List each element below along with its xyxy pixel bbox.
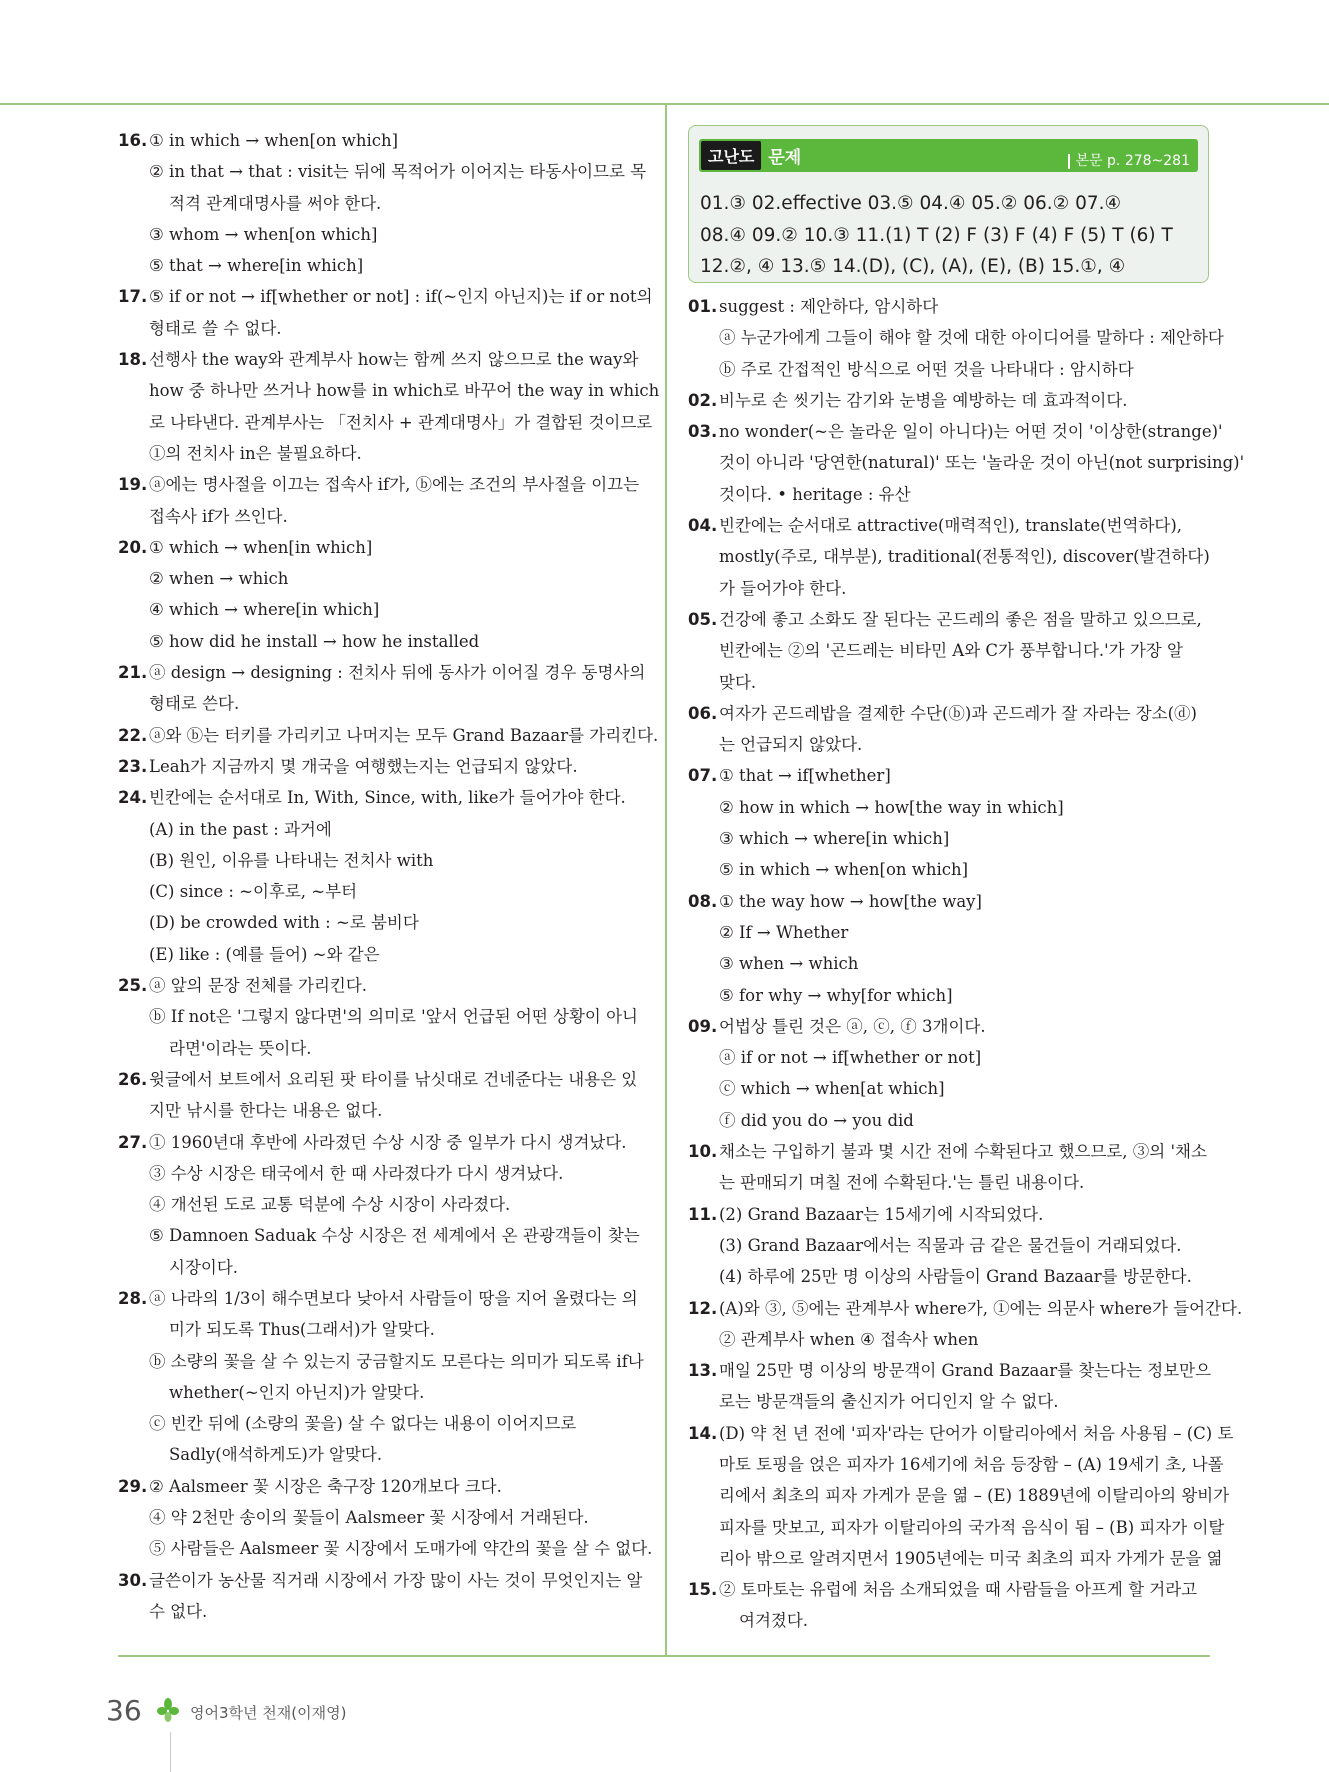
explanation-item [688,416,1245,510]
explanation-body [149,751,643,782]
question-number: 12. [688,1298,718,1318]
explanation-line: ⓐ if or not → if[whether or not] [719,1048,982,1068]
explanation-line: 미가 되도록 Thus(그래서)가 알맞다. [169,1320,435,1340]
explanation-item [688,291,1224,385]
question-number: 22. [118,725,148,745]
explanation-line: ⓐ design → designing : 전치사 뒤에 동사가 이어질 경우 동명사의 [149,663,646,683]
question-number: 17. [118,287,148,307]
explanation-body [719,291,1224,385]
explanation-line: 라면'이라는 뜻이다. [169,1038,312,1058]
explanation-line: suggest : 제안하다, 암시하다 [719,297,939,316]
page-reference: 본문 p. 278~281 [1068,154,1190,169]
question-number: 14. [688,1423,718,1443]
bottom-rule [118,1655,1210,1657]
explanation-line: no wonder(~은 놀라운 일이 아니다)는 어떤 것이 '이상한(strange)' [719,422,1223,442]
difficulty-badge: 고난도 [701,141,761,170]
explanation-line: ② Aalsmeer 꽃 시장은 축구장 120개보다 크다. [149,1476,502,1496]
explanation-line: 리아 밖으로 알려지면서 1905년에는 미국 최초의 피자 가게가 문을 엶 [719,1548,1223,1568]
explanation-line: ⓒ which → when[at which] [719,1079,945,1099]
explanation-item [688,1011,1212,1136]
explanation-item [118,1565,643,1628]
explanation-line: 리에서 최초의 피자 가게가 문을 엶 – (E) 1889년에 이탈리아의 왕비가 [719,1486,1230,1506]
question-number: 10. [688,1142,718,1162]
explanation-item [118,1127,643,1283]
explanation-line: 글쓴이가 농산물 직거래 시장에서 가장 많이 사는 것이 무엇인지는 알 [149,1570,643,1590]
explanation-line: 수 없다. [149,1601,208,1621]
right-column [688,125,1245,1637]
explanation-item [118,782,643,970]
question-number: 01. [688,297,718,316]
explanation-line: ⑤ how did he install → how he installed [149,631,480,651]
explanation-item [688,1355,1212,1418]
explanation-body [149,657,646,720]
explanation-line: ② If → Whether [719,922,849,942]
book-title: 영어3학년 천재(이재영) [190,1704,347,1722]
explanation-body [149,281,653,344]
explanation-body [149,970,643,1064]
explanation-body [719,1136,1212,1199]
explanation-item [118,720,659,751]
explanation-line: 형태로 쓸 수 없다. [149,318,282,338]
explanation-body [719,698,1212,761]
explanation-line: mostly(주로, 대부분), traditional(전통적인), discover(발견하다) [719,547,1210,567]
explanation-line: ② 토마토는 유럽에 처음 소개되었을 때 사람들을 아프게 할 거라고 [719,1580,1198,1600]
question-number: 20. [118,537,148,557]
explanation-item [688,385,1212,416]
explanation-line: 맞다. [719,672,757,692]
explanation-line: 것이다. • heritage : 유산 [719,484,911,504]
explanation-body [149,1565,643,1628]
explanation-line: ⑤ in which → when[on which] [719,860,969,880]
question-number: 29. [118,1476,148,1496]
explanation-body [149,469,643,532]
explanation-line: 가 들어가야 한다. [719,578,847,598]
explanation-item [118,125,647,281]
explanation-line: 로는 방문객들의 출신지가 어디인지 알 수 없다. [719,1392,1059,1412]
explanation-item [688,760,1212,885]
explanation-line: 건강에 좋고 소화도 잘 된다는 곤드레의 좋은 점을 말하고 있으므로, [719,609,1202,629]
explanation-line: ① in which → when[on which] [149,131,399,150]
explanation-line: ② how in which → how[the way in which] [719,797,1064,817]
explanation-line: 로 나타낸다. 관계부사는 「전치사 + 관계대명사」가 결합된 것이므로 [149,412,653,432]
explanation-line: 적격 관계대명사를 써야 한다. [169,193,382,213]
explanation-item [688,1418,1234,1574]
explanation-item [118,751,643,782]
explanation-item [118,344,660,469]
explanation-line: (D) be crowded with : ~로 붐비다 [149,913,419,933]
explanation-line: 시장이다. [169,1257,239,1277]
question-number: 27. [118,1132,148,1152]
explanation-body [149,1283,643,1471]
question-number: 03. [688,422,718,442]
explanation-line: 지만 낚시를 한다는 내용은 없다. [149,1101,383,1121]
explanation-line: ①의 전치사 in은 불필요하다. [149,443,362,463]
explanation-line: ③ which → where[in which] [719,829,950,849]
explanation-item [118,1283,643,1471]
explanation-line: (A)와 ③, ⑤에는 관계부사 where가, ①에는 의문사 where가 들어간다. [719,1298,1243,1318]
explanation-line: ② 관계부사 when ④ 접속사 when [719,1329,979,1349]
explanation-line: (3) Grand Bazaar에서는 직물과 금 같은 물건들이 거래되었다. [719,1235,1182,1255]
explanation-line: ⓑ If not은 '그렇지 않다면'의 의미로 '앞서 언급된 어떤 상황이 아니 [149,1007,638,1027]
explanation-line: ② in that → that : visit는 뒤에 목적어가 이어지는 타동사이므로 목 [149,162,647,182]
explanation-line: (B) 원인, 이유를 나타내는 전치사 with [149,850,434,870]
explanation-line: 접속사 if가 쓰인다. [149,506,288,526]
question-number: 09. [688,1016,718,1036]
explanation-body [719,1293,1243,1356]
explanation-line: ⓑ 소량의 꽃을 살 수 있는지 궁금할지도 모른다는 의미가 되도록 if나 [149,1351,644,1371]
explanation-line: ② when → which [149,569,289,589]
explanation-item [118,1471,653,1565]
explanation-line: 윗글에서 보트에서 요리된 팟 타이를 낚싯대로 건네준다는 내용은 있 [149,1069,638,1089]
explanation-body [149,782,643,970]
explanation-line: 빈칸에는 순서대로 attractive(매력적인), translate(번역하다), [719,516,1183,536]
question-number: 02. [688,390,718,410]
answer-line: 08.④ 09.② 10.③ 11.(1) T (2) F (3) F (4) F (5) T (6) T [700,224,1173,246]
explanation-line: ③ whom → when[on which] [149,224,378,244]
explanation-line: 마토 토핑을 얹은 피자가 16세기에 처음 등장함 – (A) 19세기 초, 나폴 [719,1454,1224,1474]
explanation-line: 채소는 구입하기 불과 몇 시간 전에 수확된다고 했으므로, ③의 '채소 [719,1142,1207,1162]
explanation-line: ③ 수상 시장은 태국에서 한 때 사라졌다가 다시 생겨났다. [149,1163,564,1183]
explanation-item [688,886,1212,1011]
explanation-item [688,1199,1212,1293]
explanation-line: whether(~인지 아닌지)가 알맞다. [169,1382,425,1402]
explanation-line: ① that → if[whether] [719,766,891,786]
explanation-line: ⓐ에는 명사절을 이끄는 접속사 if가, ⓑ에는 조건의 부사절을 이끄는 [149,475,640,495]
explanation-body [149,125,647,281]
explanation-line: (E) like : (예를 들어) ~와 같은 [149,944,380,964]
explanation-line: ④ 개선된 도로 교통 덕분에 수상 시장이 사라졌다. [149,1195,511,1215]
explanation-body [149,1471,653,1565]
explanation-body [149,344,660,469]
explanation-line: 여자가 곤드레밥을 결제한 수단(ⓑ)과 곤드레가 잘 자라는 장소(ⓓ) [719,703,1197,723]
explanation-line: ⑤ if or not → if[whether or not] : if(~인지 아닌지)는 if or not의 [149,287,653,307]
explanation-item [688,698,1212,761]
question-number: 13. [688,1361,718,1381]
explanation-line: 빈칸에는 순서대로 In, With, Since, with, like가 들어가야 한다. [149,788,626,808]
question-number: 16. [118,131,148,150]
explanation-item [688,1136,1212,1199]
explanation-line: ⓕ did you do → you did [719,1110,914,1130]
explanation-line: (4) 하루에 25만 명 이상의 사람들이 Grand Bazaar를 방문한다. [719,1267,1192,1287]
question-number: 28. [118,1288,148,1308]
explanation-line: 매일 25만 명 이상의 방문객이 Grand Bazaar를 찾는다는 정보만으 [719,1361,1212,1381]
explanation-body [719,1574,1212,1637]
explanation-line: 선행사 the way와 관계부사 how는 함께 쓰지 않으므로 the way와 [149,350,639,370]
explanation-line: Leah가 지금까지 몇 개국을 여행했는지는 언급되지 않았다. [149,756,578,776]
explanation-line: 것이 아니라 '당연한(natural)' 또는 '놀라운 것이 아닌(not surprising)' [719,453,1245,473]
explanation-body [719,416,1245,510]
explanation-body [719,760,1212,885]
explanation-item [688,604,1212,698]
answer-list [700,188,1206,283]
explanation-body [719,1011,1212,1136]
explanation-body [149,1064,643,1127]
answer-key-box [688,125,1209,283]
explanation-body [719,1355,1212,1418]
question-number: 15. [688,1580,718,1600]
page-number: 36 [106,1694,142,1727]
explanation-item [118,657,646,720]
explanation-item [118,970,643,1064]
explanation-body [719,1199,1212,1293]
explanation-item [118,281,653,344]
column-divider [665,105,667,1655]
footer-tick [170,1732,171,1772]
explanation-body [719,604,1212,698]
explanation-line: how 중 하나만 쓰거나 how를 in which로 바꾸어 the way in which [149,381,660,401]
explanation-line: ⓐ 누군가에게 그들이 해야 할 것에 대한 아이디어를 말하다 : 제안하다 [719,328,1224,348]
explanation-body [719,510,1212,604]
explanation-body [719,886,1212,1011]
explanation-item [118,1064,643,1127]
explanation-body [149,532,643,657]
question-number: 30. [118,1570,148,1590]
explanation-line: 피자를 맛보고, 피자가 이탈리아의 국가적 음식이 됨 – (B) 피자가 이탈 [719,1517,1225,1537]
explanation-line: ⓐ와 ⓑ는 터키를 가리키고 나머지는 모두 Grand Bazaar를 가리킨다. [149,725,659,745]
explanation-item [688,510,1212,604]
explanation-line: (2) Grand Bazaar는 15세기에 시작되었다. [719,1204,1044,1224]
answer-key-title: 문제 [768,148,802,168]
explanation-body [149,720,659,751]
question-number: 05. [688,609,718,629]
explanation-line: (C) since : ~이후로, ~부터 [149,882,358,902]
question-number: 19. [118,475,148,495]
clover-leaf-icon [156,1697,180,1725]
right-explanations [688,291,1245,1637]
explanation-line: ⑤ that → where[in which] [149,256,364,276]
explanation-item [118,532,643,657]
explanation-line: ④ which → where[in which] [149,600,380,620]
explanation-line: ⓐ 앞의 문장 전체를 가리킨다. [149,976,368,996]
left-column [118,125,660,1627]
explanation-item [688,1293,1243,1356]
explanation-body [149,1127,643,1283]
explanation-line: ① the way how → how[the way] [719,891,982,911]
explanation-line: ④ 약 2천만 송이의 꽃들이 Aalsmeer 꽃 시장에서 거래된다. [149,1508,589,1528]
question-number: 06. [688,703,718,723]
question-number: 08. [688,891,718,911]
answer-key-header [699,139,1198,172]
question-number: 25. [118,976,148,996]
explanation-body [719,1418,1234,1574]
explanation-body [719,385,1212,416]
explanation-line: ⑤ for why → why[for which] [719,985,953,1005]
explanation-line: ① which → when[in which] [149,537,373,557]
answer-line: 01.③ 02.effective 03.⑤ 04.④ 05.② 06.② 07.④ [700,193,1122,214]
explanation-line: 형태로 쓴다. [149,694,240,714]
explanation-line: ⓑ 주로 간접적인 방식으로 어떤 것을 나타내다 : 암시하다 [719,359,1134,379]
explanation-line: 어법상 틀린 것은 ⓐ, ⓒ, ⓕ 3개이다. [719,1016,986,1036]
question-number: 24. [118,788,148,808]
explanation-line: 는 언급되지 않았다. [719,735,863,755]
question-number: 07. [688,766,718,786]
explanation-item [118,469,643,532]
question-number: 18. [118,350,148,370]
explanation-line: ⓒ 빈칸 뒤에 (소량의 꽃을) 살 수 없다는 내용이 이어지므로 [149,1414,577,1434]
question-number: 26. [118,1069,148,1089]
explanation-line: ⑤ 사람들은 Aalsmeer 꽃 시장에서 도매가에 약간의 꽃을 살 수 없다. [149,1539,653,1559]
explanation-line: 는 판매되기 며칠 전에 수확된다.'는 틀린 내용이다. [719,1173,1085,1193]
explanation-line: ③ when → which [719,954,859,974]
explanation-line: 빈칸에는 ②의 '곤드레는 비타민 A와 C가 풍부합니다.'가 가장 알 [719,641,1183,661]
question-number: 04. [688,516,718,536]
explanation-item [688,1574,1212,1637]
question-number: 23. [118,756,148,776]
explanation-line: ① 1960년대 후반에 사라졌던 수상 시장 중 일부가 다시 생겨났다. [149,1132,627,1152]
explanation-line: (D) 약 천 년 전에 '피자'라는 단어가 이탈리아에서 처음 사용됨 – (C) 토 [719,1423,1234,1443]
explanation-line: Sadly(애석하게도)가 알맞다. [169,1445,383,1465]
question-number: 21. [118,663,148,683]
explanation-line: ⓐ 나라의 1/3이 해수면보다 낮아서 사람들이 땅을 지어 올렸다는 의 [149,1288,638,1308]
explanation-line: 비누로 손 씻기는 감기와 눈병을 예방하는 데 효과적이다. [719,390,1128,410]
question-number: 11. [688,1204,718,1224]
explanation-line: (A) in the past : 과거에 [149,819,332,839]
explanation-line: ⑤ Damnoen Saduak 수상 시장은 전 세계에서 온 관광객들이 찾는 [149,1226,640,1246]
explanation-line: 여겨졌다. [739,1611,809,1631]
answer-line: 12.②, ④ 13.⑤ 14.(D), (C), (A), (E), (B) 15.①, ④ [700,256,1126,277]
